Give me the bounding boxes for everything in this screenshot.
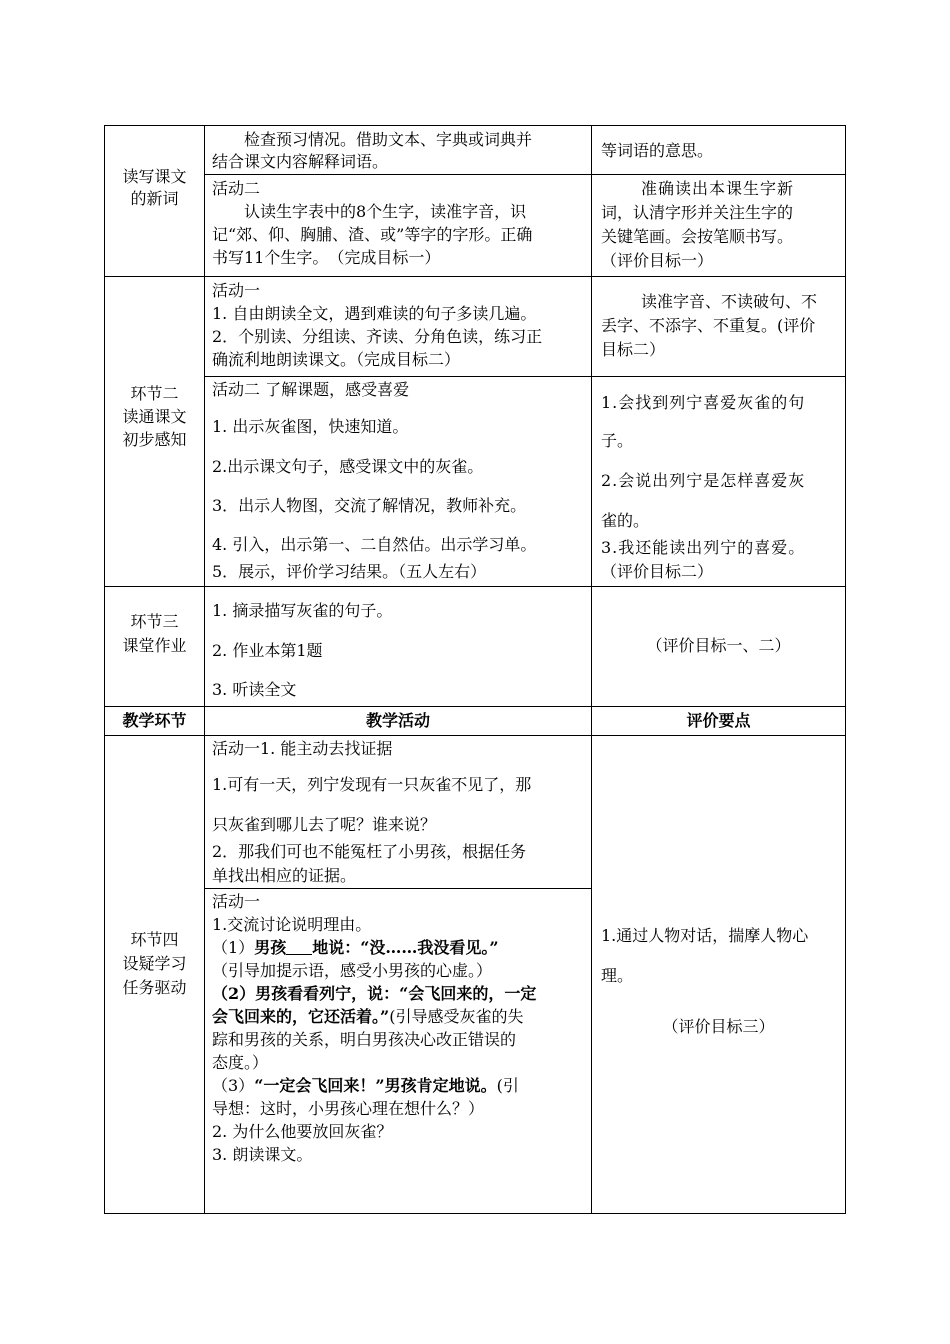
stage-line: 环节四 bbox=[130, 930, 179, 949]
activity-line: 3. 听读全文 bbox=[212, 680, 297, 699]
activity-line: 2．个别读、分组读、齐读、分角色读，练习正 bbox=[212, 327, 543, 346]
blank-underline bbox=[286, 938, 312, 955]
eval-line: 3.我还能读出列宁的喜爱。 bbox=[601, 538, 806, 557]
activity-line: 5．展示，评价学习结果。（五人左右） bbox=[212, 562, 487, 581]
activity-line: 1.可有一天，列宁发现有一只灰雀不见了，那 bbox=[212, 775, 532, 794]
activity-line: 书写11个生字。 （完成目标一） bbox=[212, 248, 441, 267]
activity-line: 结合课文内容解释词语。 bbox=[212, 152, 389, 171]
eval-line: 理。 bbox=[601, 966, 634, 985]
activity-line: 态度。） bbox=[212, 1053, 269, 1072]
activity-line: 3．出示人物图，交流了解情况，教师补充。 bbox=[212, 496, 527, 515]
activity-line: 检查预习情况。借助文本、字典或词典并 bbox=[244, 130, 533, 149]
stage-line: 环节三 bbox=[130, 612, 179, 631]
activity-line: 确流利地朗读课文。（完成目标二） bbox=[212, 350, 461, 369]
eval-cell bbox=[592, 1016, 845, 1038]
stage-line: 设疑学习 bbox=[122, 954, 187, 973]
stage-line: 课堂作业 bbox=[122, 636, 187, 655]
activity-line: 1.交流讨论说明理由。 bbox=[212, 915, 372, 934]
activity-line: 2. 作业本第1题 bbox=[212, 641, 323, 660]
activity-cell bbox=[212, 129, 532, 173]
eval-line: 1.通过人物对话，揣摩人物心 bbox=[601, 926, 809, 945]
activity-line bbox=[212, 1074, 536, 1097]
activity-cell bbox=[212, 177, 532, 269]
eval-line: （评价目标一） bbox=[601, 251, 714, 270]
activity-line: 踪和男孩的关系，明白男孩决心改正错误的 bbox=[212, 1030, 517, 1049]
header-activity: 教学活动 bbox=[365, 711, 430, 730]
stage-cell bbox=[105, 382, 204, 451]
activity-line: 只灰雀到哪儿去了呢？谁来说？ bbox=[212, 815, 437, 834]
activity-line: 导想：这时，小男孩心理在想什么？） bbox=[212, 1099, 485, 1118]
eval-line: （评价目标三） bbox=[662, 1017, 775, 1036]
line-prefix: （1） bbox=[212, 938, 255, 957]
eval-line: 词，认清字形并关注生字的 bbox=[601, 203, 794, 222]
stage-cell bbox=[105, 928, 204, 1000]
activity-line: 1. 自由朗读全文，遇到难读的句子多读几遍。 bbox=[212, 304, 537, 323]
line-prefix: （3） bbox=[212, 1076, 255, 1095]
eval-cell bbox=[592, 635, 845, 657]
activity-line bbox=[212, 936, 536, 959]
stage-cell bbox=[105, 610, 204, 658]
activity-line: 4. 引入，出示第一、二自然估。出示学习单。 bbox=[212, 535, 537, 554]
bold-text: 地说：“没……我没看见。” bbox=[312, 938, 499, 957]
eval-line: 目标二） bbox=[601, 340, 666, 359]
stage-line: 读写课文 bbox=[122, 167, 187, 186]
eval-line: 子。 bbox=[601, 431, 634, 450]
activity-line: （2）男孩看看列宁，说：“会飞回来的，一定 bbox=[212, 984, 537, 1003]
stage-line: 任务驱动 bbox=[122, 978, 187, 997]
eval-cell bbox=[601, 177, 794, 273]
activity-line: 活动一 bbox=[212, 892, 261, 911]
eval-cell bbox=[601, 140, 713, 162]
bold-text: 会飞回来的，它还活着。” bbox=[212, 1007, 390, 1026]
stage-line: 环节二 bbox=[130, 384, 179, 403]
eval-line: 关键笔画。会按笔顺书写。 bbox=[601, 227, 794, 246]
stage-line: 初步感知 bbox=[122, 430, 187, 449]
activity-line: 单找出相应的证据。 bbox=[212, 866, 357, 885]
plain-text: (引导感受灰雀的失 bbox=[389, 1007, 524, 1026]
activity-line: 2.出示课文句子，感受课文中的灰雀。 bbox=[212, 457, 484, 476]
activity-line: 活动一1. 能主动去找证据 bbox=[212, 739, 393, 758]
plain-text: (引 bbox=[496, 1076, 519, 1095]
eval-line: 2.会说出列宁是怎样喜爱灰 bbox=[601, 471, 806, 490]
eval-line: 准确读出本课生字新 bbox=[641, 179, 795, 198]
activity-cell bbox=[212, 279, 542, 371]
stage-line: 的新词 bbox=[130, 189, 179, 208]
activity-line: 活动二 了解课题，感受喜爱 bbox=[212, 380, 410, 399]
activity-line: 1. 出示灰雀图，快速知道。 bbox=[212, 417, 409, 436]
eval-cell bbox=[601, 290, 817, 362]
stage-cell bbox=[105, 166, 204, 210]
eval-line: 雀的。 bbox=[601, 511, 650, 530]
activity-line: 1. 摘录描写灰雀的句子。 bbox=[212, 601, 393, 620]
eval-line: 丢字、不添字、不重复。(评价 bbox=[601, 316, 816, 335]
eval-line: 读准字音、不读破句、不 bbox=[641, 292, 818, 311]
eval-line: 等词语的意思。 bbox=[601, 141, 714, 160]
activity-line bbox=[212, 1005, 536, 1028]
activity-line: 2. 为什么他要放回灰雀？ bbox=[212, 1122, 393, 1141]
header-eval: 评价要点 bbox=[686, 711, 751, 730]
eval-line: 1.会找到列宁喜爱灰雀的句 bbox=[601, 393, 806, 412]
bold-text: “一定会飞回来！”男孩肯定地说。 bbox=[254, 1076, 497, 1095]
stage-line: 读通课文 bbox=[122, 407, 187, 426]
eval-line: （评价目标一、二） bbox=[646, 636, 791, 655]
activity-line: （引导加提示语，感受小男孩的心虚。） bbox=[212, 961, 493, 980]
activity-line: 2．那我们可也不能冤枉了小男孩，根据任务 bbox=[212, 842, 527, 861]
activity-line: 活动二 bbox=[212, 179, 261, 198]
activity-cell bbox=[212, 890, 536, 1166]
activity-line: 记“郊、仰、胸脯、渣、或”等字的字形。正确 bbox=[212, 225, 533, 244]
bold-text: 男孩 bbox=[254, 938, 287, 957]
activity-line: 活动一 bbox=[212, 281, 261, 300]
eval-line: （评价目标二） bbox=[601, 562, 714, 581]
activity-line: 认读生字表中的8个生字，读准字音，识 bbox=[244, 202, 527, 221]
header-stage: 教学环节 bbox=[122, 711, 187, 730]
activity-line: 3. 朗读课文。 bbox=[212, 1145, 313, 1164]
